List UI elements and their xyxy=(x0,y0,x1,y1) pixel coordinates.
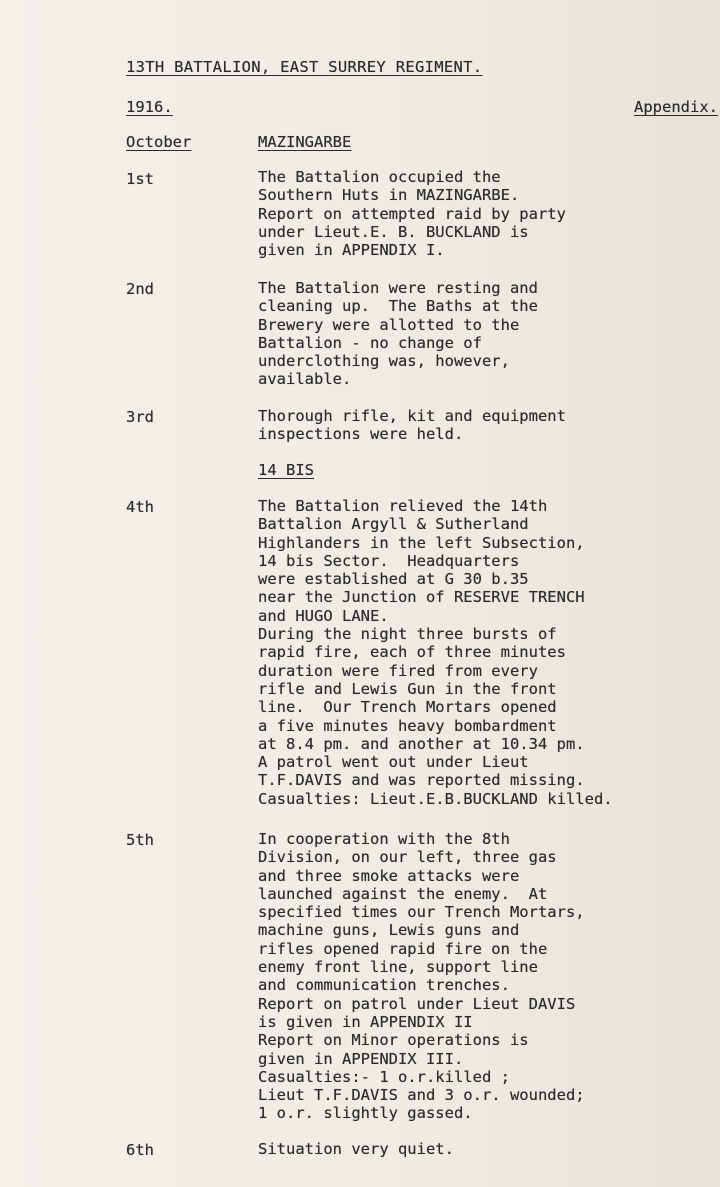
document-title: 13TH BATTALION, EAST SURREY REGIMENT. xyxy=(126,58,483,76)
entry-date-2: 2nd xyxy=(126,280,154,298)
entry-date-5: 5th xyxy=(126,831,154,849)
entry-text-3: Thorough rifle, kit and equipment inspections were held. xyxy=(258,407,566,444)
entry-text-4: The Battalion relieved the 14th Battalion Argyll & Sutherland Highlanders in the left Subsection, 14 bis Sector. Headquarters were established at G 30 b.35 near the Junction of RESERVE TRENCH and HUGO LANE. During the night three bursts of rapid fire, each of three minutes duration were fired from every rifle and Lewis Gun in the front line. Our Trench Mortars opened a five minutes heavy bombardment at 8.4 pm. and another at 10.34 pm. A patrol went out under Lieut T.F.DAVIS and was reported missing. Casualties: Lieut.E.B.BUCKLAND killed. xyxy=(258,497,613,808)
entry-date-4: 4th xyxy=(126,498,154,516)
year-heading: 1916. xyxy=(126,98,173,116)
entry-date-3: 3rd xyxy=(126,408,154,426)
month-heading: October xyxy=(126,133,192,151)
entry-text-6: Situation very quiet. xyxy=(258,1140,454,1158)
location-heading-14-bis: 14 BIS xyxy=(258,461,314,479)
location-heading-mazingarbe: MAZINGARBE xyxy=(258,133,352,151)
entry-text-5: In cooperation with the 8th Division, on our left, three gas and three smoke attacks were launched against the enemy. At specified times our Trench Mortars, machine guns, Lewis guns and rifles opened rapid fire on the enemy front line, support line and communication trenches. Report on patrol under Lieut DAVIS is given in APPENDIX II Report on Minor operations is given in APPENDIX III. Casualties:- 1 o.r.killed ; Lieut T.F.DAVIS and 3 o.r. wounded; 1 o.r. slightly gassed. xyxy=(258,830,585,1123)
entry-text-2: The Battalion were resting and cleaning up. The Baths at the Brewery were allotted to the Battalion - no change of underclothing was, however, available. xyxy=(258,279,538,389)
entry-text-1: The Battalion occupied the Southern Huts in MAZINGARBE. Report on attempted raid by party under Lieut.E. B. BUCKLAND is given in APPENDIX I. xyxy=(258,168,566,260)
entry-date-6: 6th xyxy=(126,1141,154,1159)
appendix-heading: Appendix. xyxy=(634,98,718,116)
entry-date-1: 1st xyxy=(126,170,154,188)
